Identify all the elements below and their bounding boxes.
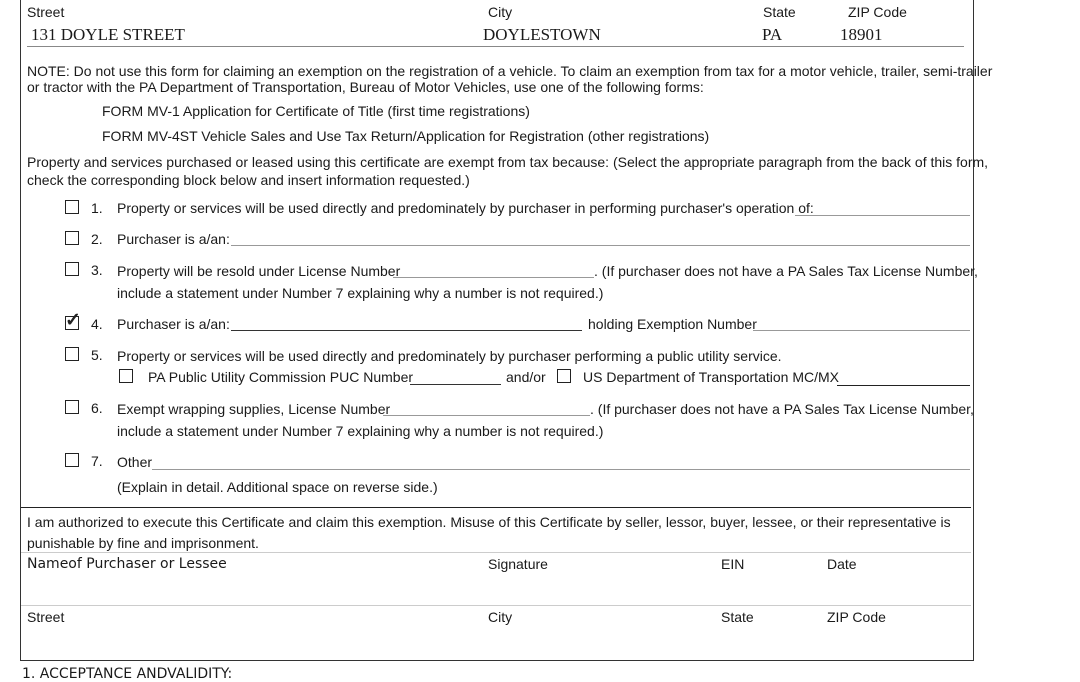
usdot-checkbox[interactable] xyxy=(557,369,571,383)
item-6-text-b: . (If purchaser does not have a PA Sales Tax License Number, xyxy=(590,401,974,417)
note-prefix: NOTE: xyxy=(27,63,70,79)
item-6-text-c: include a statement under Number 7 explaining why a number is not required.) xyxy=(117,423,604,439)
state-label: State xyxy=(763,4,796,20)
item-3-number: 3. xyxy=(91,262,103,278)
section-divider xyxy=(21,507,971,508)
item-3-text-a: Property will be resold under License Number xyxy=(117,263,401,279)
usdot-number-field[interactable] xyxy=(837,385,970,386)
item-1-text: Property or services will be used directly and predominately by purchaser in performing purchaser's operation of: xyxy=(117,200,814,216)
puc-checkbox[interactable] xyxy=(119,369,133,383)
item-2-text: Purchaser is a/an: xyxy=(117,231,230,247)
ein-label: EIN xyxy=(721,556,745,572)
item-6-text-a: Exempt wrapping supplies, License Number xyxy=(117,401,391,417)
item-3-license-field[interactable] xyxy=(393,277,594,278)
note-line-2: or tractor with the PA Department of Transportation, Bureau of Motor Vehicles, use one of the following forms: xyxy=(27,79,704,95)
zip-value[interactable]: 18901 xyxy=(840,25,883,44)
item-4-type-field[interactable] xyxy=(231,330,582,331)
item-4-text-b: holding Exemption Number xyxy=(588,316,757,332)
purchaser-city-label: City xyxy=(488,609,513,625)
purchaser-state-label: State xyxy=(721,609,754,625)
item-6-checkbox[interactable] xyxy=(65,400,79,414)
acceptance-heading: 1. ACCEPTANCE ANDVALIDITY: xyxy=(22,666,233,682)
date-label: Date xyxy=(827,556,857,572)
header-rule xyxy=(27,46,964,47)
item-4-text-a: Purchaser is a/an: xyxy=(117,316,230,332)
item-3-checkbox[interactable] xyxy=(65,262,79,276)
intro-line-1: Property and services purchased or leased using this certificate are exempt from tax because: (Select the appropriate paragraph from the back of this form, xyxy=(27,154,989,170)
purchaser-zip-label: ZIP Code xyxy=(827,609,886,625)
purchaser-street-label: Street xyxy=(27,609,65,625)
note-text-1: Do not use this form for claiming an exemption on the registration of a vehicle. To claim an exemption from tax for a motor vehicle, trailer, semi-trailer xyxy=(69,63,993,79)
item-1-number: 1. xyxy=(91,200,103,216)
item-7-text: Other xyxy=(117,454,153,470)
intro-line-2: check the corresponding block below and insert information requested.) xyxy=(27,172,470,188)
item-5-number: 5. xyxy=(91,347,103,363)
item-1-checkbox[interactable] xyxy=(65,200,79,214)
item-6-license-field[interactable] xyxy=(383,415,590,416)
street-value[interactable]: 131 DOYLE STREET xyxy=(31,25,185,44)
puc-label: PA Public Utility Commission PUC Number xyxy=(148,369,414,385)
item-7-checkbox[interactable] xyxy=(65,453,79,467)
purchaser-rule xyxy=(21,605,971,606)
authorization-line-2: punishable by fine and imprisonment. xyxy=(27,535,259,551)
state-value[interactable]: PA xyxy=(762,25,783,44)
city-label: City xyxy=(488,4,513,20)
checkmark-icon: ✓ xyxy=(65,310,81,331)
authorization-line-1: I am authorized to execute this Certificate and claim this exemption. Misuse of this Certificate by seller, lessor, buyer, lessee, or their representative is xyxy=(27,514,951,530)
item-4-checkbox[interactable] xyxy=(65,310,81,331)
item-7-field[interactable] xyxy=(152,469,970,470)
zip-label: ZIP Code xyxy=(848,4,907,20)
item-1-field[interactable] xyxy=(795,215,970,216)
usdot-label: US Department of Transportation MC/MX xyxy=(583,369,839,385)
and-or-label: and/or xyxy=(506,369,546,385)
form-mv1: FORM MV-1 Application for Certificate of Title (first time registrations) xyxy=(102,103,530,119)
item-2-checkbox[interactable] xyxy=(65,231,79,245)
item-3-text-b: . (If purchaser does not have a PA Sales Tax License Number, xyxy=(594,263,978,279)
item-7-number: 7. xyxy=(91,453,103,469)
item-4-exemption-field[interactable] xyxy=(753,330,970,331)
signature-label: Signature xyxy=(488,556,548,572)
item-6-number: 6. xyxy=(91,400,103,416)
street-label: Street xyxy=(27,4,65,20)
item-2-field[interactable] xyxy=(231,245,970,246)
item-5-checkbox[interactable] xyxy=(65,347,79,361)
item-7-explain: (Explain in detail. Additional space on reverse side.) xyxy=(117,479,438,495)
purchaser-name-label: Nameof Purchaser or Lessee xyxy=(27,556,227,572)
puc-number-field[interactable] xyxy=(410,384,501,385)
form-mv4st: FORM MV-4ST Vehicle Sales and Use Tax Return/Application for Registration (other registrations) xyxy=(102,128,710,144)
item-4-number: 4. xyxy=(91,316,103,332)
item-2-number: 2. xyxy=(91,231,103,247)
item-5-text: Property or services will be used directly and predominately by purchaser performing a public utility service. xyxy=(117,348,782,364)
item-3-text-c: include a statement under Number 7 explaining why a number is not required.) xyxy=(117,285,604,301)
city-value[interactable]: DOYLESTOWN xyxy=(483,25,601,44)
auth-rule xyxy=(21,552,971,553)
